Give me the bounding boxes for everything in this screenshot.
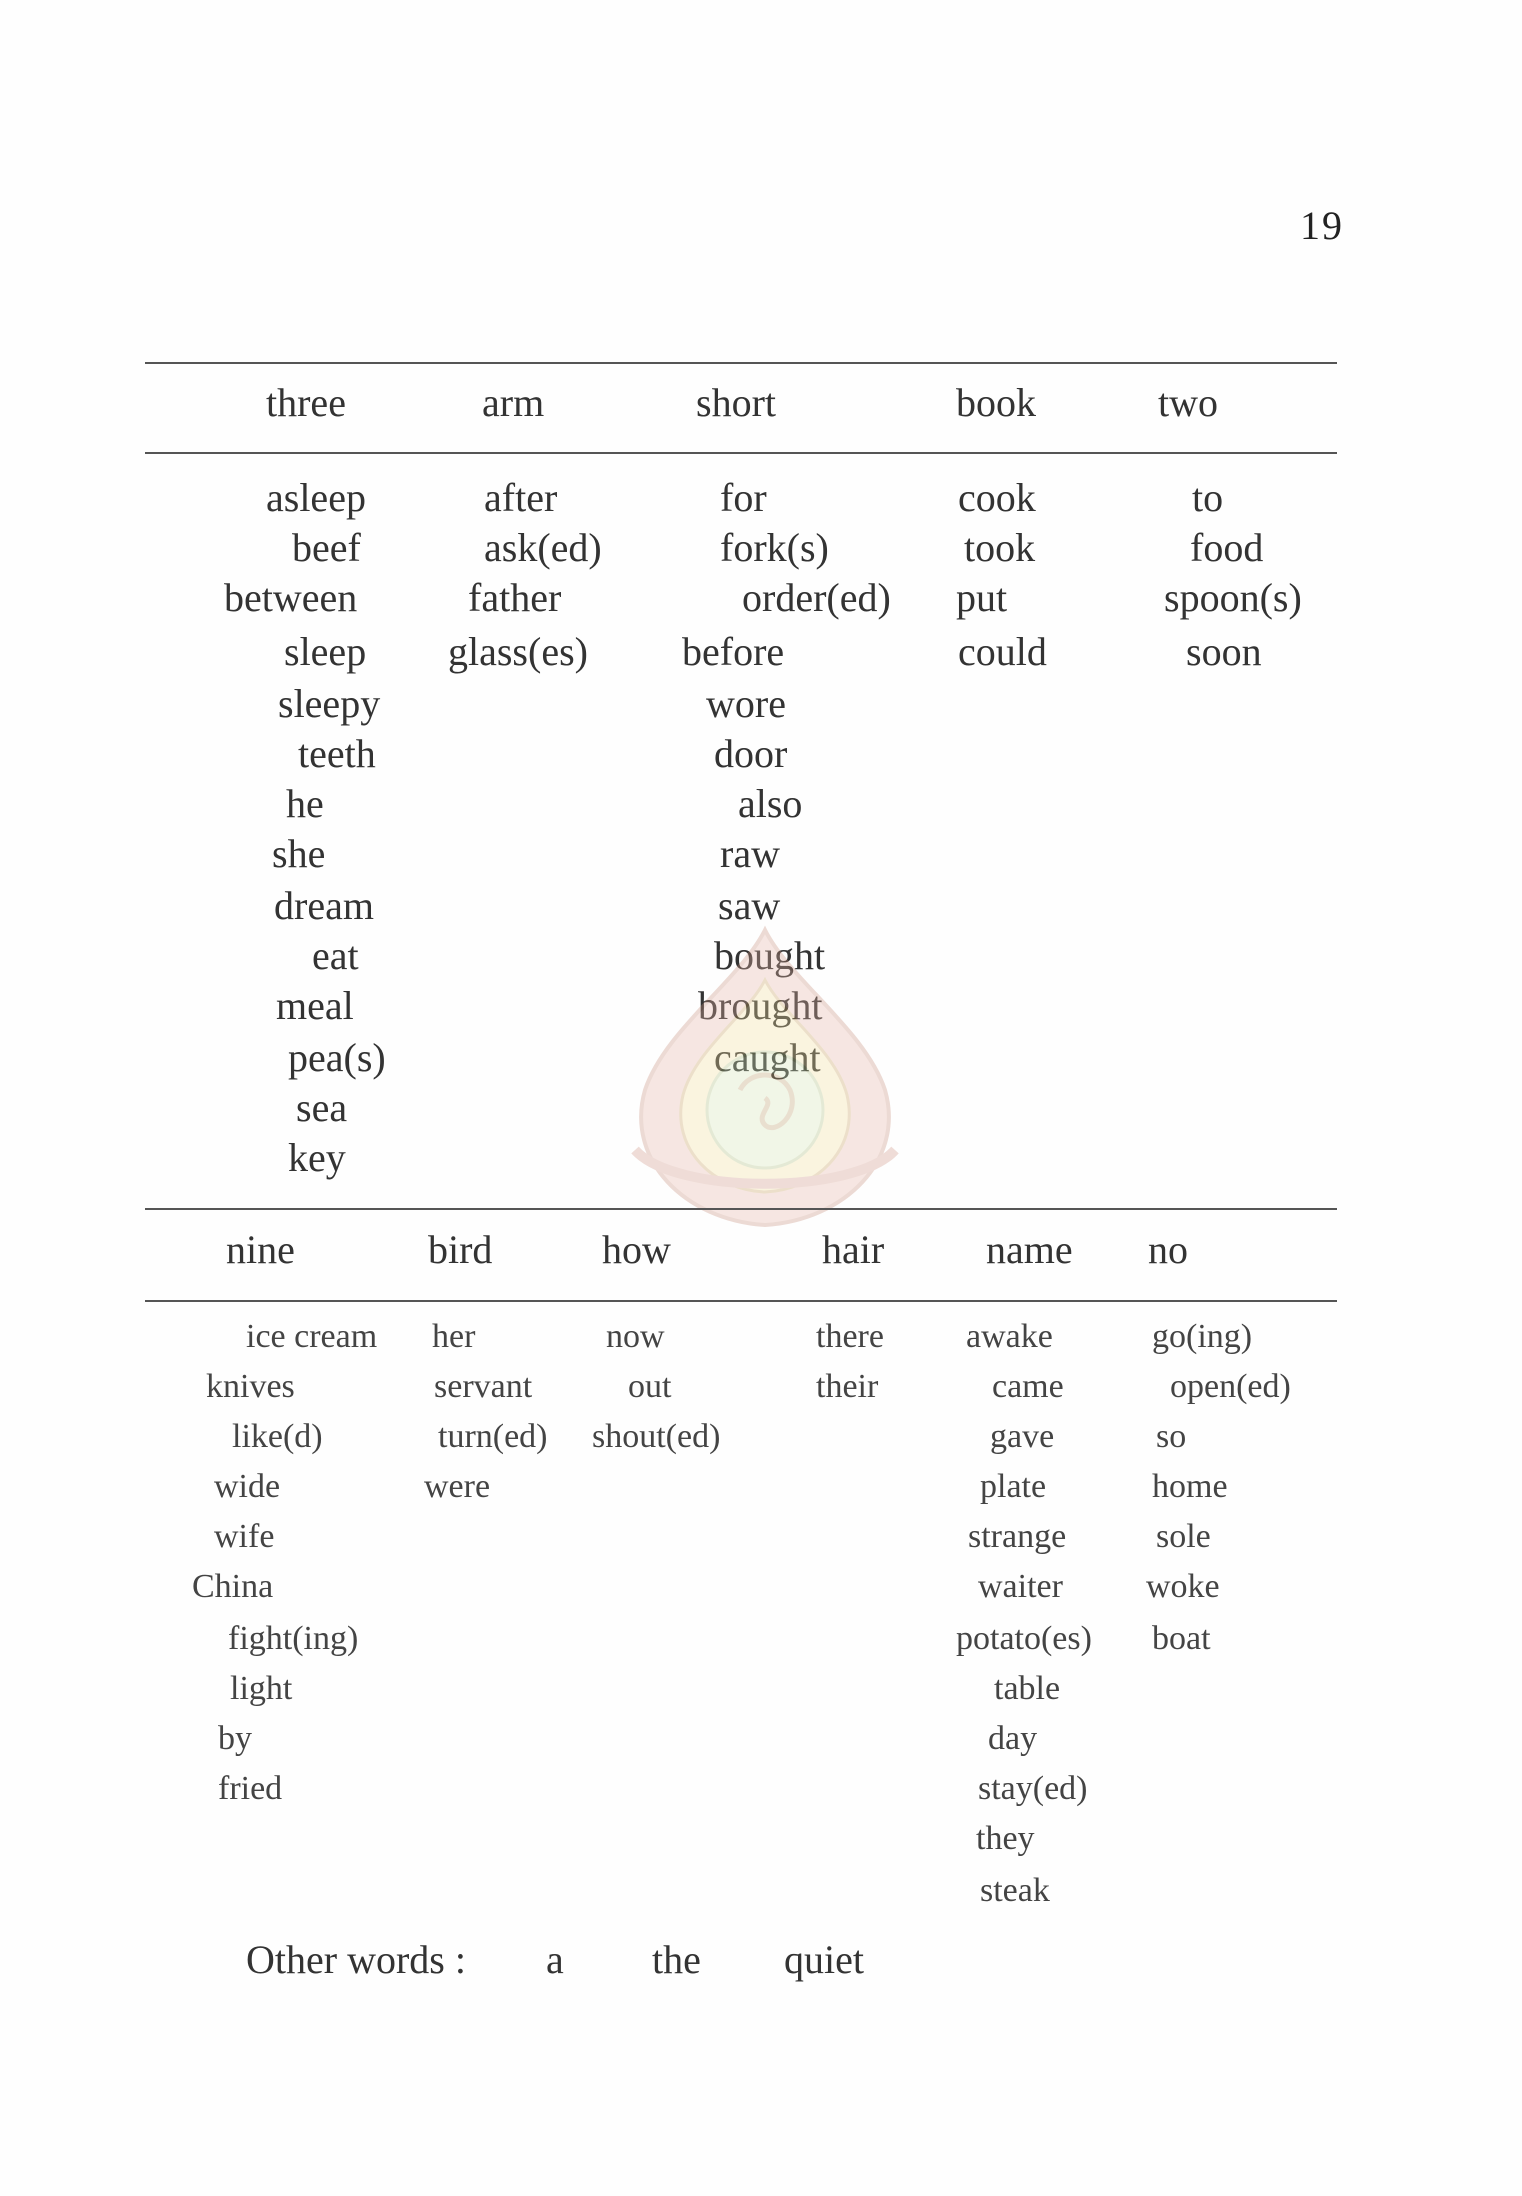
s1-word: pea(s) <box>288 1035 386 1080</box>
s2-word: her <box>432 1318 476 1355</box>
s2-word: out <box>628 1368 672 1405</box>
s1-word: between <box>224 575 358 620</box>
s1-word: wore <box>706 681 786 726</box>
s1-header-arm: arm <box>482 380 545 425</box>
s2-word: knives <box>206 1368 295 1405</box>
s1-word: eat <box>312 933 359 978</box>
s2-header-bird: bird <box>428 1227 493 1272</box>
s1-word: raw <box>720 831 780 876</box>
s1-word: put <box>956 575 1008 620</box>
s1-word: key <box>288 1135 346 1180</box>
s2-word: shout(ed) <box>592 1418 721 1455</box>
s2-word: fried <box>218 1770 283 1807</box>
s2-word: ice cream <box>246 1318 378 1355</box>
s1-header-book: book <box>956 380 1036 425</box>
s1-word: cook <box>958 475 1036 520</box>
s2-word: like(d) <box>232 1418 323 1455</box>
header-rule-2 <box>145 1300 1337 1302</box>
s2-word: wife <box>214 1518 275 1555</box>
other-word: a <box>546 1937 564 1982</box>
s2-word: they <box>976 1820 1035 1857</box>
s2-word: fight(ing) <box>228 1620 359 1657</box>
s2-word: their <box>816 1368 879 1405</box>
s2-header-nine: nine <box>226 1227 295 1272</box>
s2-word: by <box>218 1720 252 1757</box>
s1-word: to <box>1192 475 1224 520</box>
s2-word: so <box>1156 1418 1187 1455</box>
s1-word: after <box>484 475 558 520</box>
s1-word: door <box>714 731 788 776</box>
s2-word: waiter <box>978 1568 1063 1605</box>
s1-word: beef <box>292 525 361 570</box>
s2-word: awake <box>966 1318 1053 1355</box>
s2-header-name: name <box>986 1227 1073 1272</box>
s2-word: sole <box>1156 1518 1211 1555</box>
s1-word: for <box>720 475 767 520</box>
s1-word: spoon(s) <box>1164 575 1302 620</box>
s1-word: father <box>468 575 562 620</box>
s1-word: ask(ed) <box>484 525 602 570</box>
s2-word: light <box>230 1670 293 1707</box>
s2-word: there <box>816 1318 884 1355</box>
s1-word: glass(es) <box>448 629 588 674</box>
s2-word: home <box>1152 1468 1228 1505</box>
s2-header-no: no <box>1148 1227 1188 1272</box>
s1-word: soon <box>1186 629 1262 674</box>
s1-word: bought <box>714 933 826 978</box>
s1-word: brought <box>698 983 823 1028</box>
s1-word: sleep <box>284 629 367 674</box>
s2-word: potato(es) <box>956 1620 1092 1657</box>
s1-word: also <box>738 781 803 826</box>
s2-word: woke <box>1146 1568 1220 1605</box>
s1-word: she <box>272 831 326 876</box>
s2-word: turn(ed) <box>438 1418 548 1455</box>
s1-word: he <box>286 781 324 826</box>
section-rule <box>145 1208 1337 1210</box>
s2-word: servant <box>434 1368 533 1405</box>
s2-word: day <box>988 1720 1038 1757</box>
s2-word: were <box>424 1468 491 1505</box>
page-number: 19 <box>1300 203 1344 248</box>
s2-word: open(ed) <box>1170 1368 1291 1405</box>
s1-word: before <box>682 629 785 674</box>
s2-word: table <box>994 1670 1061 1707</box>
s1-word: asleep <box>266 475 366 520</box>
other-word: the <box>652 1937 701 1982</box>
s2-word: go(ing) <box>1152 1318 1253 1355</box>
s1-word: caught <box>714 1035 821 1080</box>
s2-word: stay(ed) <box>978 1770 1088 1807</box>
s1-word: sea <box>296 1085 348 1130</box>
header-rule-1 <box>145 452 1337 454</box>
s1-word: dream <box>274 883 374 928</box>
s2-word: gave <box>990 1418 1055 1455</box>
top-rule <box>145 362 1337 364</box>
s2-word: plate <box>980 1468 1047 1505</box>
s2-word: boat <box>1152 1620 1211 1657</box>
s1-header-short: short <box>696 380 776 425</box>
s1-word: order(ed) <box>742 575 891 620</box>
s1-word: fork(s) <box>720 525 829 570</box>
s1-word: teeth <box>298 731 376 776</box>
s2-word: China <box>192 1568 274 1605</box>
s1-word: took <box>964 525 1036 570</box>
s1-word: saw <box>718 883 781 928</box>
s2-word: steak <box>980 1872 1050 1909</box>
s1-word: could <box>958 629 1047 674</box>
other-word: quiet <box>784 1937 864 1982</box>
s2-word: strange <box>968 1518 1067 1555</box>
s2-header-how: how <box>602 1227 671 1272</box>
s1-word: meal <box>276 983 354 1028</box>
other-words-label: Other words : <box>246 1937 466 1982</box>
s1-header-three: three <box>266 380 346 425</box>
s2-header-hair: hair <box>822 1227 885 1272</box>
s2-word: now <box>606 1318 665 1355</box>
s1-word: food <box>1190 525 1264 570</box>
s2-word: wide <box>214 1468 281 1505</box>
s1-word: sleepy <box>278 681 381 726</box>
s2-word: came <box>992 1368 1064 1405</box>
s1-header-two: two <box>1158 380 1218 425</box>
